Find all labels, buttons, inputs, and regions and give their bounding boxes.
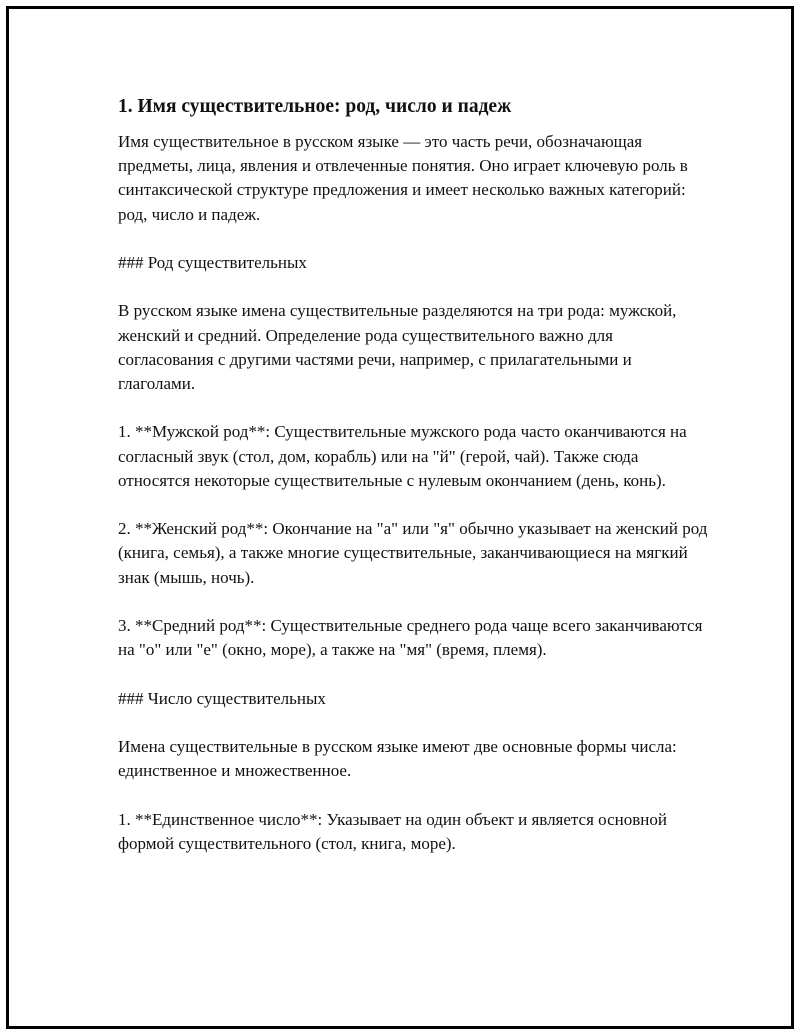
number-paragraph: Имена существительные в русском языке имеют две основные формы числа: единственное и множественное.: [118, 736, 677, 781]
list-item-neuter: 3. **Средний род**: Существительные среднего рода чаще всего заканчиваются на "о" или "е" (окно, море), а также на "мя" (время, племя).: [118, 615, 703, 660]
section-heading-gender: ### Род существительных: [118, 253, 307, 272]
document-body: [118, 94, 708, 880]
list-item-singular: 1. **Единственное число**: Указывает на один объект и является основной формой существительного (стол, книга, море).: [118, 809, 667, 853]
gender-paragraph: В русском языке имена существительные разделяются на три рода: мужской, женский и средний. Определение рода существительного важно для согласования с другими частями речи, например, с прилагательными и глаголами.: [118, 301, 677, 393]
list-item-feminine: 2. **Женский род**: Окончание на "а" или "я" обычно указывает на женский род (книга, семья), а также многие существительные, заканчивающиеся на мягкий знак (мышь, ночь).: [118, 519, 708, 587]
intro-paragraph: Имя существительное в русском языке — это часть речи, обозначающая предметы, лица, явления и отвлеченные понятия. Оно играет ключевую роль в синтаксической структуре предложения и имеет несколько важных категорий: род, число и падеж.: [118, 132, 688, 224]
list-item-masculine: 1. **Мужской род**: Существительные мужского рода часто оканчиваются на согласный звук (стол, дом, корабль) или на "й" (герой, чай). Также сюда относятся некоторые существительные с нулевым окончанием (день, конь).: [118, 422, 687, 490]
section-heading-number: ### Число существительных: [118, 688, 326, 708]
document-title: 1. Имя существительное: род, число и падеж: [118, 96, 512, 117]
